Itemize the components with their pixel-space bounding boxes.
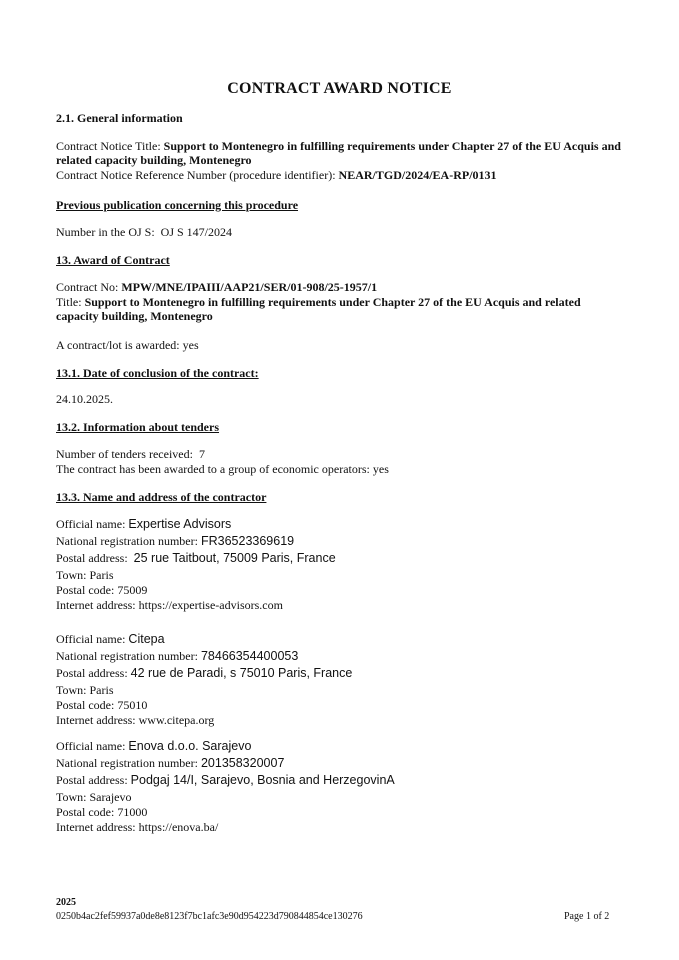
notice-ref-line xyxy=(56,168,497,182)
tenders-group-line: The contract has been awarded to a group of economic operators: yes xyxy=(56,462,389,476)
contractor-addr: 42 rue de Paradi, s 75010 Paris, France xyxy=(130,666,353,680)
notice-ref-value: NEAR/TGD/2024/EA-RP/0131 xyxy=(338,168,497,182)
contractor-name: Enova d.o.o. Sarajevo xyxy=(128,739,252,753)
contractor-addr-line xyxy=(56,551,336,565)
contractor-postal: Postal code: 71000 xyxy=(56,805,148,819)
contractor-postal: Postal code: 75010 xyxy=(56,698,148,712)
contractor-addr: 25 rue Taitbout, 75009 Paris, France xyxy=(133,551,336,565)
general-heading: 2.1. General information xyxy=(56,111,183,125)
contractors-heading: 13.3. Name and address of the contractor xyxy=(56,490,267,504)
contractor-addr-line xyxy=(56,666,352,680)
contract-no-label: Contract No: xyxy=(56,280,122,294)
contract-no-line xyxy=(56,280,377,294)
awarded-line: A contract/lot is awarded: yes xyxy=(56,338,199,352)
contractor-reg: 201358320007 xyxy=(200,756,285,770)
previous-heading: Previous publication concerning this procedure xyxy=(56,198,299,212)
contractor-addr: Podgaj 14/I, Sarajevo, Bosnia and HerzegovinA xyxy=(130,773,395,787)
award-heading: 13. Award of Contract xyxy=(56,253,170,267)
notice-ref-label: Contract Notice Reference Number (procedure identifier): xyxy=(56,168,339,182)
notice-title-value: Support to Montenegro in fulfilling requirements under Chapter 27 of the EU Acquis and related capacity building, Montenegro xyxy=(56,139,621,167)
contractor-reg-label: National registration number: xyxy=(56,534,201,548)
contractor-reg: FR36523369619 xyxy=(200,534,295,548)
award-title-line xyxy=(56,295,626,323)
contractor-reg-line xyxy=(56,534,294,548)
award-title-label: Title: xyxy=(56,295,85,309)
contractor-name-line xyxy=(56,632,165,646)
contractor-name-label: Official name: xyxy=(56,632,129,646)
contractor-town: Town: Sarajevo xyxy=(56,790,132,804)
contractor-town: Town: Paris xyxy=(56,568,114,582)
contractor-name: Expertise Advisors xyxy=(128,517,232,531)
date-heading: 13.1. Date of conclusion of the contract: xyxy=(56,366,259,380)
contractor-reg-line xyxy=(56,649,298,663)
contractor-internet: Internet address: www.citepa.org xyxy=(56,713,215,727)
contractor-town: Town: Paris xyxy=(56,683,114,697)
award-title-value: Support to Montenegro in fulfilling requirements under Chapter 27 of the EU Acquis and related capacity building, Montenegro xyxy=(56,295,581,323)
contractor-name-label: Official name: xyxy=(56,739,129,753)
oj-line xyxy=(56,225,232,239)
contractor-addr-line xyxy=(56,773,395,787)
contractor-addr-label: Postal address: xyxy=(56,666,131,680)
contractor-addr-label: Postal address: xyxy=(56,773,131,787)
contractor-reg-line xyxy=(56,756,284,770)
contractor-name: Citepa xyxy=(128,632,165,646)
contractor-name-line xyxy=(56,739,251,753)
contractor-reg-label: National registration number: xyxy=(56,756,201,770)
footer-year: 2025 xyxy=(56,897,76,908)
contractor-reg: 78466354400053 xyxy=(200,649,299,663)
contractor-name-line xyxy=(56,517,231,531)
oj-label: Number in the OJ S: xyxy=(56,225,155,239)
date-value: 24.10.2025. xyxy=(56,392,113,406)
footer-hash: 0250b4ac2fef59937a0de8e8123f7bc1afc3e90d954223d790844854ce130276 xyxy=(56,911,363,922)
tenders-received-label: Number of tenders received: xyxy=(56,447,193,461)
contractor-reg-label: National registration number: xyxy=(56,649,201,663)
notice-title-label: Contract Notice Title: xyxy=(56,139,164,153)
contractor-internet: Internet address: https://enova.ba/ xyxy=(56,820,219,834)
document-title: CONTRACT AWARD NOTICE xyxy=(227,80,452,97)
page-number: Page 1 of 2 xyxy=(564,911,610,922)
notice-title-line xyxy=(56,139,626,167)
tenders-received-value: 7 xyxy=(198,447,205,461)
contractor-internet: Internet address: https://expertise-advisors.com xyxy=(56,598,283,612)
tenders-received-line xyxy=(56,447,205,461)
contractor-addr-label: Postal address: xyxy=(56,551,128,565)
oj-value: OJ S 147/2024 xyxy=(160,225,233,239)
tenders-heading: 13.2. Information about tenders xyxy=(56,420,220,434)
contract-no-value: MPW/MNE/IPAIII/AAP21/SER/01-908/25-1957/1 xyxy=(121,280,378,294)
contractor-postal: Postal code: 75009 xyxy=(56,583,148,597)
contractor-name-label: Official name: xyxy=(56,517,129,531)
